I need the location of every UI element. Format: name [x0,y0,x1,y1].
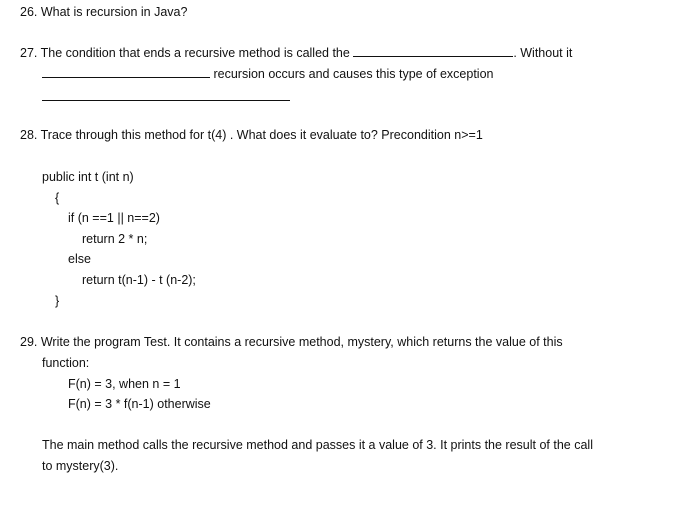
code-else: else [68,252,91,266]
code-signature: public int t (int n) [42,170,134,184]
answer-blank-exception[interactable] [42,89,290,101]
function-definition-1: F(n) = 3, when n = 1 [68,377,181,391]
function-definition-2: F(n) = 3 * f(n-1) otherwise [68,397,211,411]
answer-blank-recursion-type[interactable] [42,66,210,78]
code-return-1: return 2 * n; [82,232,148,246]
question-27-line-2 [42,66,493,82]
question-29-main-line-2: to mystery(3). [42,459,119,473]
question-28: 28. Trace through this method for t(4) . What does it evaluate to? Precondition n>=1 [20,128,483,142]
question-26: 26. What is recursion in Java? [20,5,188,19]
question-27-continuation: recursion occurs and causes this type of exception [210,67,494,81]
question-27-line-3 [42,89,290,105]
question-29-line-1: 29. Write the program Test. It contains a recursive method, mystery, which returns the value of this [20,335,563,349]
code-return-2: return t(n-1) - t (n-2); [82,273,196,287]
question-29-line-2: function: [42,356,90,370]
answer-blank-condition[interactable] [353,45,513,57]
question-27-line-1 [20,45,572,61]
code-if: if (n ==1 || n==2) [68,211,160,225]
question-27-prompt-end: . Without it [513,46,573,60]
question-29-main-line-1: The main method calls the recursive method and passes it a value of 3. It prints the result of the call [42,438,593,452]
question-27-prompt: 27. The condition that ends a recursive method is called the [20,46,354,60]
code-open-brace: { [55,191,60,205]
code-close-brace: } [55,294,60,308]
